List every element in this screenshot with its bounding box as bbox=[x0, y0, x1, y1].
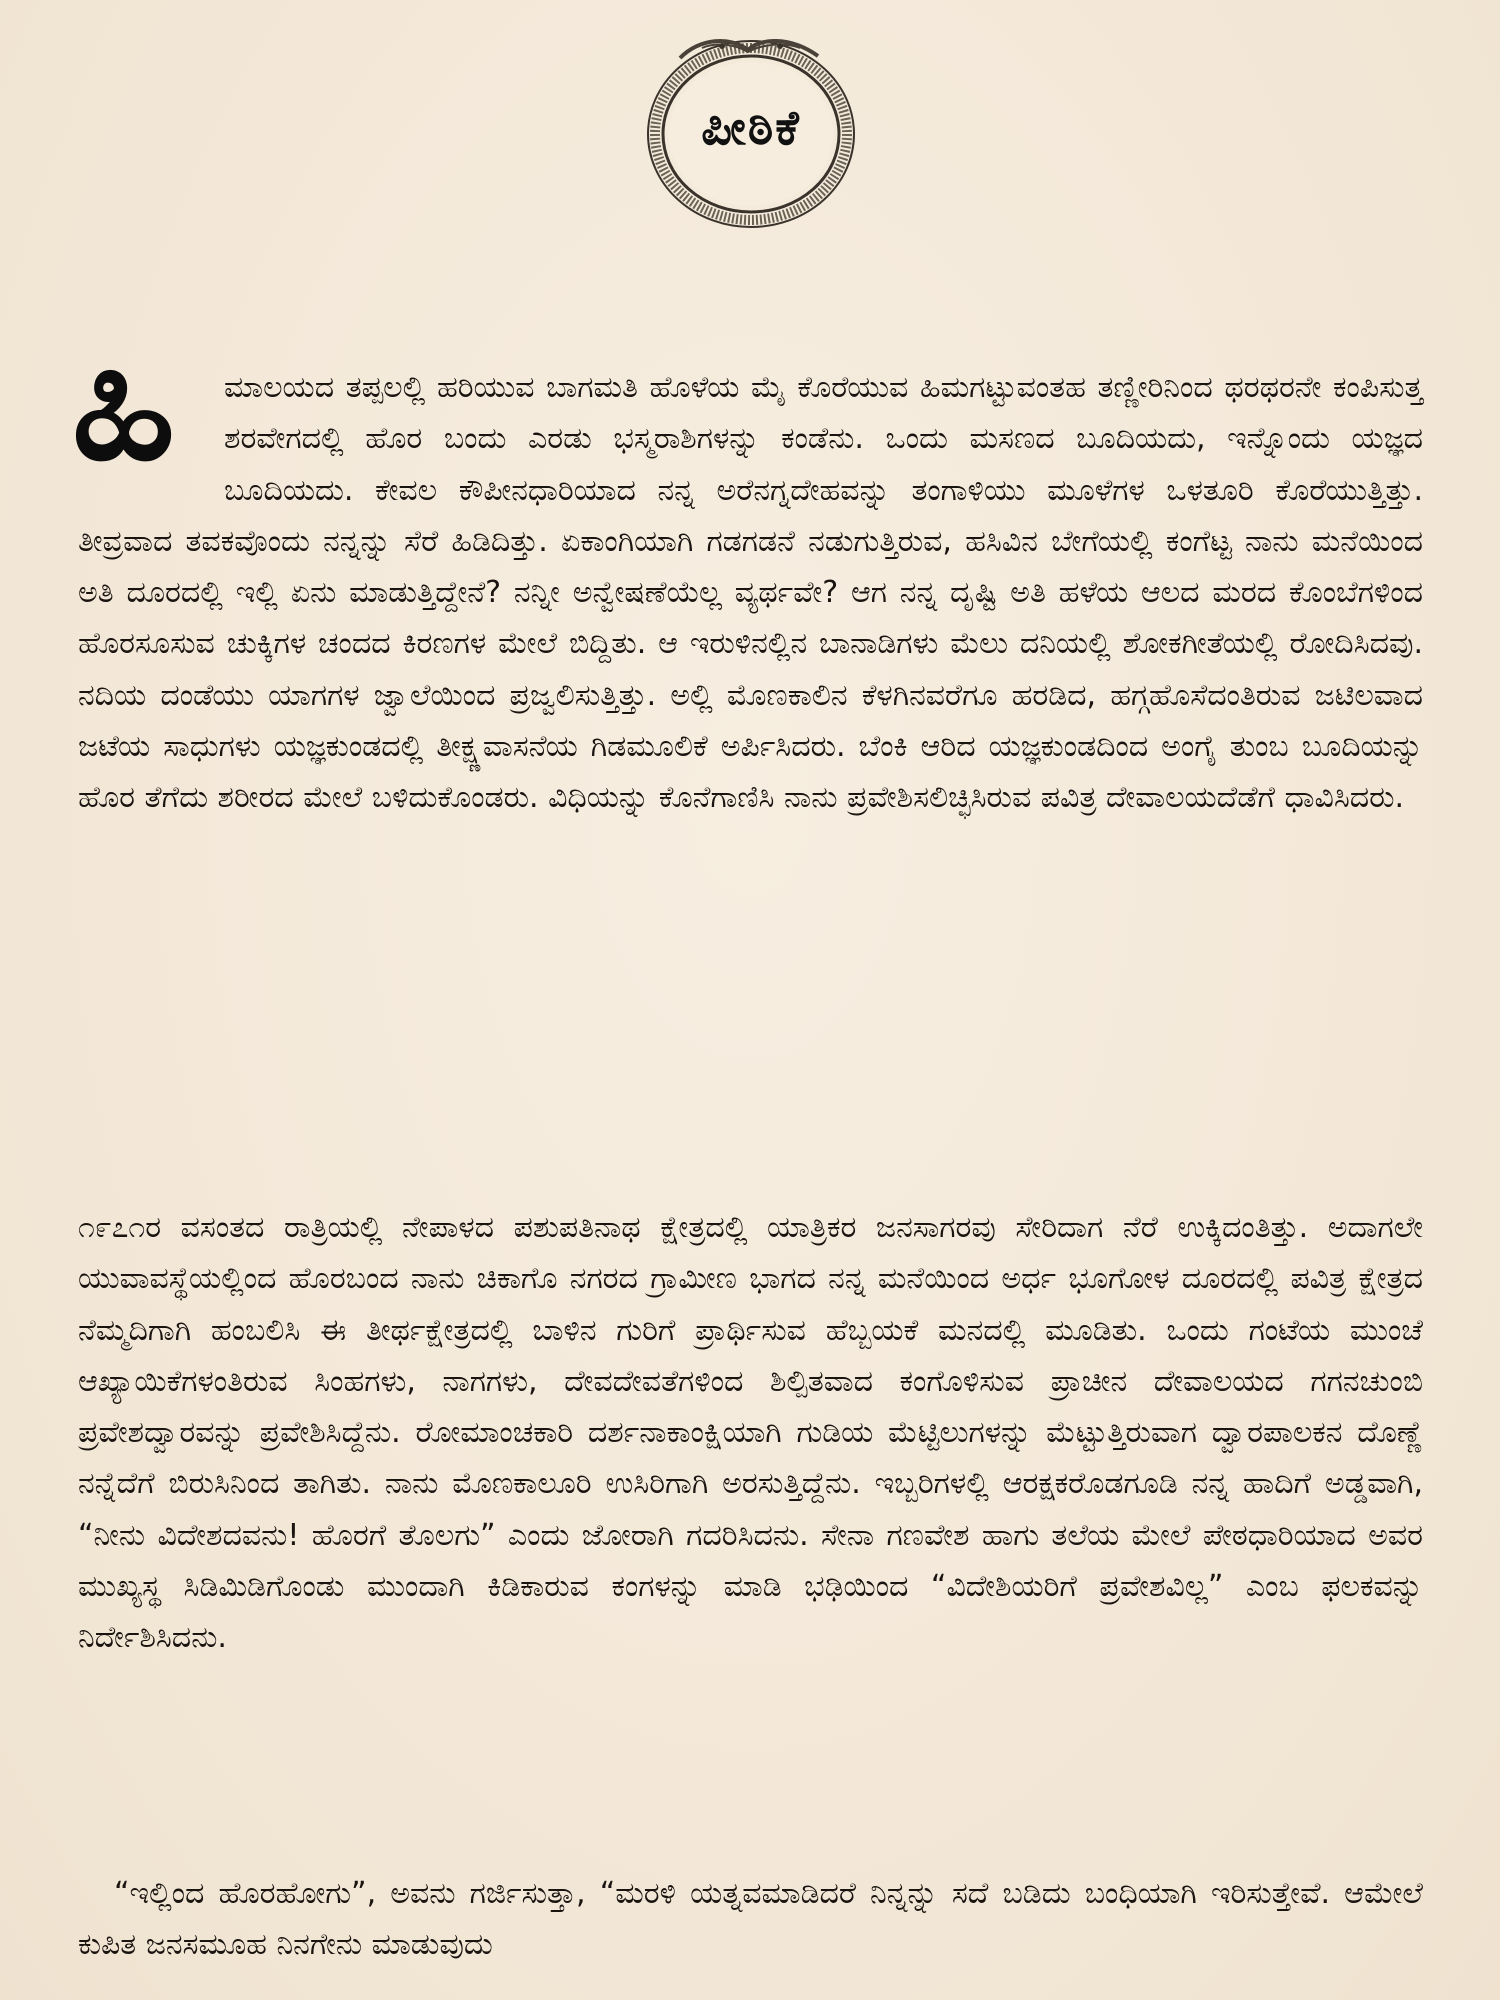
chapter-title: ಪೀಠಿಕೆ bbox=[701, 100, 801, 156]
paragraph-1 bbox=[72, 348, 1423, 824]
paragraph-3-text: “ಇಲ್ಲಿಂದ ಹೊರಹೋಗು”, ಅವನು ಗರ್ಜಿಸುತ್ತಾ, “ಮರಳಿ ಯತ್ನವಮಾಡಿದರೆ ನಿನ್ನನ್ನು ಸದೆ ಬಡಿದು ಬಂಧಿಯಾಗಿ ಇರಿಸುತ್ತೇವೆ. ಆಮೇಲೆ ಕುಪಿತ ಜನಸಮೂಹ ನಿನಗೇನು ಮಾಡುವುದು bbox=[78, 1876, 1423, 1963]
paragraph-3 bbox=[78, 1868, 1423, 1971]
paragraph-2 bbox=[78, 1202, 1423, 1664]
paragraph-2-text: ೧೯೭೧ರ ವಸಂತದ ರಾತ್ರಿಯಲ್ಲಿ ನೇಪಾಳದ ಪಶುಪತಿನಾಥ ಕ್ಷೇತ್ರದಲ್ಲಿ ಯಾತ್ರಿಕರ ಜನಸಾಗರವು ಸೇರಿದಾಗ ನೆರೆ ಉಕ್ಕಿದಂತಿತ್ತು. ಅದಾಗಲೇ ಯುವಾವಸ್ಥೆಯಲ್ಲಿಂದ ಹೊರಬಂದ ನಾನು ಚಿಕಾಗೊ ನಗರದ ಗ್ರಾಮೀಣ ಭಾಗದ ನನ್ನ ಮನೆಯಿಂದ ಅರ್ಧ ಭೂಗೋಳ ದೂರದಲ್ಲಿ ಪವಿತ್ರ ಕ್ಷೇತ್ರದ ನೆಮ್ಮದಿಗಾಗಿ ಹಂಬಲಿಸಿ ಈ ತೀರ್ಥಕ್ಷೇತ್ರದಲ್ಲಿ ಬಾಳಿನ ಗುರಿಗೆ ಪ್ರಾರ್ಥಿಸುವ ಹೆಬ್ಬಯಕೆ ಮನದಲ್ಲಿ ಮೂಡಿತು. ಒಂದು ಗಂಟೆಯ ಮುಂಚೆ ಆಖ್ಯಾಯಿಕೆಗಳಂತಿರುವ ಸಿಂಹಗಳು, ನಾಗಗಳು, ದೇವದೇವತೆಗಳಿಂದ ಶಿಲ್ಪಿತವಾದ ಕಂಗೊಳಿಸುವ ಪ್ರಾಚೀನ ದೇವಾಲಯದ ಗಗನಚುಂಬಿ ಪ್ರವೇಶದ್ವಾರವನ್ನು ಪ್ರವೇಶಿಸಿದ್ದೆನು. ರೋಮಾಂಚಕಾರಿ ದರ್ಶನಾಕಾಂಕ್ಷಿಯಾಗಿ ಗುಡಿಯ ಮೆಟ್ಟಿಲುಗಳನ್ನು ಮೆಟ್ಟುತ್ತಿರುವಾಗ ದ್ವಾರಪಾಲಕನ ದೊಣ್ಣೆ ನನ್ನೆದೆಗೆ ಬಿರುಸಿನಿಂದ ತಾಗಿತು. ನಾನು ಮೊಣಕಾಲೂರಿ ಉಸಿರಿಗಾಗಿ ಅರಸುತ್ತಿದ್ದೆನು. ಇಬ್ಬರಿಗಳಲ್ಲಿ ಆರಕ್ಷಕರೊಡಗೂಡಿ ನನ್ನ ಹಾದಿಗೆ ಅಡ್ಡವಾಗಿ, “ನೀನು ವಿದೇಶದವನು! ಹೊರಗೆ ತೊಲಗು” ಎಂದು ಜೋರಾಗಿ ಗದರಿಸಿದನು. ಸೇನಾ ಗಣವೇಶ ಹಾಗು ತಲೆಯ ಮೇಲೆ ಪೇಠಧಾರಿಯಾದ ಅವರ ಮುಖ್ಯಸ್ಥ ಸಿಡಿಮಿಡಿಗೊಂಡು ಮುಂದಾಗಿ ಕಿಡಿಕಾರುವ ಕಂಗಳನ್ನು ಮಾಡಿ ಭಢಿಯಿಂದ “ವಿದೇಶಿಯರಿಗೆ ಪ್ರವೇಶವಿಲ್ಲ” ಎಂಬ ಫಲಕವನ್ನು ನಿರ್ದೇಶಿಸಿದನು. bbox=[78, 1210, 1423, 1656]
drop-cap: ಹಿ bbox=[72, 348, 176, 466]
paragraph-1-text: ಮಾಲಯದ ತಪ್ಪಲಲ್ಲಿ ಹರಿಯುವ ಬಾಗಮತಿ ಹೊಳೆಯ ಮೈ ಕೊರೆಯುವ ಹಿಮಗಟ್ಟುವಂತಹ ತಣ್ಣೀರಿನಿಂದ ಥರಥರನೇ ಕಂಪಿಸುತ್ತ ಶರವೇಗದಲ್ಲಿ ಹೊರ ಬಂದು ಎರಡು ಭಸ್ಮರಾಶಿಗಳನ್ನು ಕಂಡೆನು. ಒಂದು ಮಸಣದ ಬೂದಿಯದು, ಇನ್ನೊಂದು ಯಜ್ಞದ ಬೂದಿಯದು. ಕೇವಲ ಕೌಪೀನಧಾರಿಯಾದ ನನ್ನ ಅರೆನಗ್ನದೇಹವನ್ನು ತಂಗಾಳಿಯು ಮೂಳೆಗಳ ಒಳತೂರಿ ಕೊರೆಯುತ್ತಿತ್ತು. ತೀವ್ರವಾದ ತವಕವೊಂದು ನನ್ನನ್ನು ಸೆರೆ ಹಿಡಿದಿತ್ತು. ಏಕಾಂಗಿಯಾಗಿ ಗಡಗಡನೆ ನಡುಗುತ್ತಿರುವ, ಹಸಿವಿನ ಬೇಗೆಯಲ್ಲಿ ಕಂಗೆಟ್ಟ ನಾನು ಮನೆಯಿಂದ ಅತಿ ದೂರದಲ್ಲಿ ಇಲ್ಲಿ ಏನು ಮಾಡುತ್ತಿದ್ದೇನೆ? ನನ್ನೀ ಅನ್ವೇಷಣೆಯೆಲ್ಲ ವ್ಯರ್ಥವೇ? ಆಗ ನನ್ನ ದೃಷ್ಟಿ ಅತಿ ಹಳೆಯ ಆಲದ ಮರದ ಕೊಂಬೆಗಳಿಂದ ಹೊರಸೂಸುವ ಚುಕ್ಕಿಗಳ ಚಂದದ ಕಿರಣಗಳ ಮೇಲೆ ಬಿದ್ದಿತು. ಆ ಇರುಳಿನಲ್ಲಿನ ಬಾನಾಡಿಗಳು ಮೆಲು ದನಿಯಲ್ಲಿ ಶೋಕಗೀತೆಯಲ್ಲಿ ರೋದಿಸಿದವು. ನದಿಯ ದಂಡೆಯು ಯಾಗಗಳ ಜ್ವಾಲೆಯಿಂದ ಪ್ರಜ್ವಲಿಸುತ್ತಿತ್ತು. ಅಲ್ಲಿ ಮೊಣಕಾಲಿನ ಕೆಳಗಿನವರೆಗೂ ಹರಡಿದ, ಹಗ್ಗಹೊಸೆದಂತಿರುವ ಜಟಿಲವಾದ ಜಟೆಯ ಸಾಧುಗಳು ಯಜ್ಞಕುಂಡದಲ್ಲಿ ತೀಕ್ಷ್ಣವಾಸನೆಯ ಗಿಡಮೂಲಿಕೆ ಅರ್ಪಿಸಿದರು. ಬೆಂಕಿ ಆರಿದ ಯಜ್ಞಕುಂಡದಿಂದ ಅಂಗೈ ತುಂಬ ಬೂದಿಯನ್ನು ಹೊರ ತೆಗೆದು ಶರೀರದ ಮೇಲೆ ಬಳಿದುಕೊಂಡರು. ವಿಧಿಯನ್ನು ಕೊನೆಗಾಣಿಸಿ ನಾನು ಪ್ರವೇಶಿಸಲಿಚ್ಛಿಸಿರುವ ಪವಿತ್ರ ದೇವಾಲಯದೆಡೆಗೆ ಧಾವಿಸಿದರು. bbox=[78, 370, 1423, 816]
chapter-emblem bbox=[640, 30, 862, 230]
